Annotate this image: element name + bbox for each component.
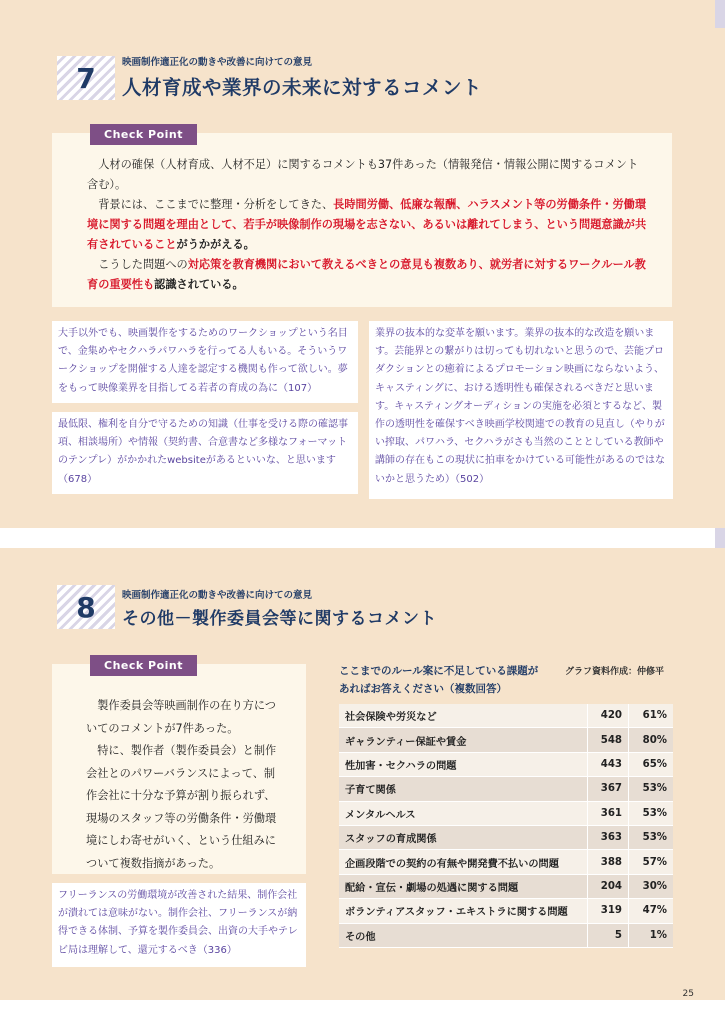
row-percent: 47% [628,899,673,922]
row-label: 配給・宣伝・劇場の処遇に関する問題 [345,882,519,894]
table-row [339,753,673,777]
row-label: その他 [345,931,376,943]
chart-title: ここまでのルール案に不足している課題があればお答えください（複数回答） [339,665,539,695]
section7-quote-2: 最低限、権利を自分で守るための知識（仕事を受ける際の確認事項、相談場所）や情報（契約書、合意書など多様なフォーマットのテンプレ）がかかれたwebsiteがあるといいな、と思います（678） [52,412,358,494]
table-row [339,777,673,801]
row-percent: 53% [628,777,673,800]
section7-quote-3: 業界の抜本的な変革を願います。業界の抜本的な改造を願います。芸能界との繋がりは切っても切れないと思うので、芸能プロダクションとの癒着によるプロモーション映画にならないよう、キャスティングに、おける透明性も確保されるべきだと思います。キャスティングオーディションの実施を必須とするなど、製作の透明性を確保すべき映画学校関連での教育の見直し（やりがい搾取、パワハラ、セクハラがさも当然のこととしている教師や講師の存在もこの現状に拍車をかけている可能性があるのではないかと思うため）（502） [369,321,673,499]
section7-quote-1: 大手以外でも、映画製作をするためのワークショップという名目で、金集めやセクハラパワハラを行ってる人もいる。そういうワークショップを開催する人達を認定する機関も作って欲しい。夢をもって映像業界を目指してる若者の育成の為に（107） [52,321,358,403]
row-count: 204 [587,875,628,898]
section7-p2-highlight: 長時間労働、低廉な報酬、ハラスメント等の労働条件・労働環境に関する問題を理由として、若手が映像制作の現場を志さない、あるいは離れてしまう、という問題意識が共有されていること [87,198,647,251]
row-count: 443 [587,753,628,776]
section7-paragraph-2 [87,195,647,255]
section7-checkpoint-tag: Check Point [90,124,197,145]
row-percent: 65% [628,753,673,776]
row-percent: 53% [628,826,673,849]
row-percent: 30% [628,875,673,898]
table-row [339,850,673,874]
section7-p3-lead: こうした問題への [98,258,188,271]
row-count: 319 [587,899,628,922]
section7-kicker: 映画制作適正化の動きや改善に向けての意見 [122,57,313,68]
section7-paragraph-3 [87,255,647,295]
row-percent: 57% [628,850,673,873]
row-percent: 61% [628,704,673,727]
row-label: メンタルヘルス [345,809,416,821]
section7-p3-tail: 認識されている。 [154,278,244,291]
row-percent: 53% [628,802,673,825]
row-label: スタッフの育成関係 [345,834,437,846]
table-row [339,924,673,948]
section8-title: その他－製作委員会等に関するコメント [122,609,437,629]
section8-checkpoint-text [86,695,278,875]
section8-kicker: 映画制作適正化の動きや改善に向けての意見 [122,590,313,601]
section7-p3-highlight: 対応策を教育機関において教えるべきとの意見も複数あり、就労者に対するワークルール教育の重要性も [87,258,646,291]
section8-paragraph-1: 製作委員会等映画制作の在り方についてのコメントが7件あった。 [86,699,276,735]
row-label: ボランティアスタッフ・エキストラに関する問題 [345,907,568,919]
edge-accent-mid [715,528,725,548]
section7-p2-lead: 背景には、ここまでに整理・分析をしてきた、 [98,198,334,211]
table-row [339,728,673,752]
table-row [339,704,673,728]
row-percent: 1% [628,924,673,947]
table-row [339,875,673,899]
row-count: 5 [587,924,628,947]
row-label: 性加害・セクハラの問題 [345,760,457,772]
row-count: 548 [587,728,628,751]
table-row [339,899,673,923]
section8-paragraph-2: 特に、製作者（製作委員会）と制作会社とのパワーバランスによって、制作会社に十分な予算が割り振られず、現場のスタッフ等の労働条件・労働環境にしわ寄せがいく、という仕組みについて複数指摘があった。 [86,744,277,870]
page-number: 25 [682,989,694,999]
row-count: 388 [587,850,628,873]
row-label: 子育て関係 [345,785,396,797]
row-count: 420 [587,704,628,727]
row-count: 363 [587,826,628,849]
section8-checkpoint-tag: Check Point [90,655,197,676]
row-count: 361 [587,802,628,825]
table-row [339,802,673,826]
row-label: 社会保険や労災など [345,712,437,724]
section8-quote: フリーランスの労働環境が改善された結果、制作会社が潰れては意味がない。制作会社、フリーランスが納得できる体制、予算を製作委員会、出資の大手やテレビ局は理解して、還元するべき（336） [52,883,306,967]
row-count: 367 [587,777,628,800]
edge-accent-top [715,0,725,28]
survey-table [339,704,673,948]
row-percent: 80% [628,728,673,751]
section7-number: 7 [57,56,115,100]
row-label: 企画段階での契約の有無や開発費不払いの問題 [345,858,559,870]
row-label: ギャランティー保証や賃金 [345,736,467,748]
section7-checkpoint-text [87,155,647,295]
table-row [339,826,673,850]
chart-credit: グラフ資料作成：仲修平 [565,667,665,677]
section7-title: 人材育成や業界の未来に対するコメント [122,76,483,99]
section8-number: 8 [57,585,115,629]
section7-paragraph-1: 人材の確保（人材育成、人材不足）に関するコメントも37件あった（情報発信・情報公開に関するコメント含む）。 [87,158,639,191]
section7-p2-tail: がうかがえる。 [176,238,255,251]
